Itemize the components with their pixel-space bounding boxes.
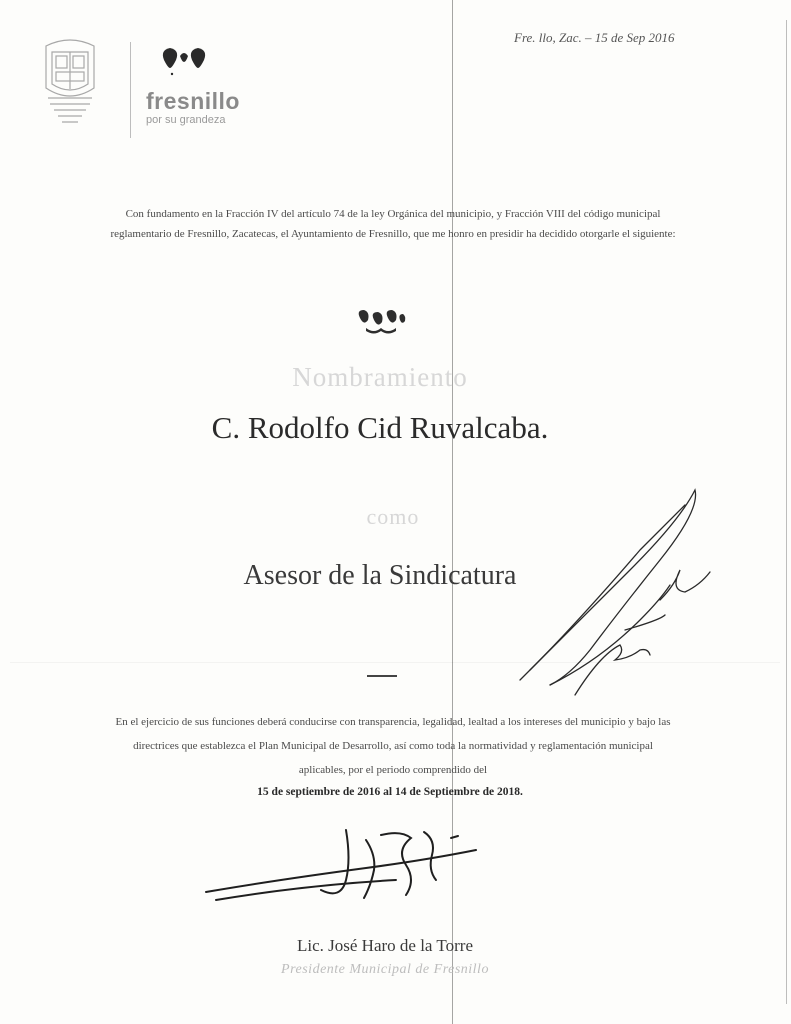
separator-dash <box>367 675 397 677</box>
leaf-ornament-icon <box>356 308 406 336</box>
faded-heading: Nombramiento <box>292 362 468 392</box>
appointment-period: 15 de septiembre de 2016 al 14 de Septiembre de 2018. <box>257 786 523 798</box>
page-edge <box>786 20 787 1004</box>
recipient-signature <box>510 480 725 700</box>
duties-paragraph: En el ejercicio de sus funciones deberá conducirse con transparencia, legalidad, lealtad a los intereses del municipio y bajo las directrices que establezca el Plan Municipal de Desarrollo, así como toda la normatividad y reglamentación municipal aplicables, por el periodo comprendido del <box>115 716 671 776</box>
signer-name: Lic. José Haro de la Torre <box>297 936 473 955</box>
municipal-seal <box>40 34 100 130</box>
signer-title: Presidente Municipal de Fresnillo <box>281 962 489 977</box>
header-divider <box>130 42 131 138</box>
intro-paragraph: Con fundamento en la Fracción IV del artículo 74 de la ley Orgánica del municipio, y Fracción VIII del código municipal reglamentario de Fresnillo, Zacatecas, el Ayuntamiento de Fresnillo, que me honro en presidir ha decidido otorgarle el siguiente: <box>110 208 676 240</box>
brand-tagline: por su grandeza <box>146 114 226 126</box>
president-signature <box>196 810 496 910</box>
brand-name: fresnillo <box>146 88 240 114</box>
fresnillo-logo-icon <box>158 46 214 76</box>
place-date: Fre. llo, Zac. – 15 de Sep 2016 <box>514 30 675 45</box>
faded-connector: como <box>366 504 420 529</box>
recipient-name: C. Rodolfo Cid Ruvalcaba. <box>211 410 549 445</box>
position-title: Asesor de la Sindicatura <box>243 560 517 591</box>
